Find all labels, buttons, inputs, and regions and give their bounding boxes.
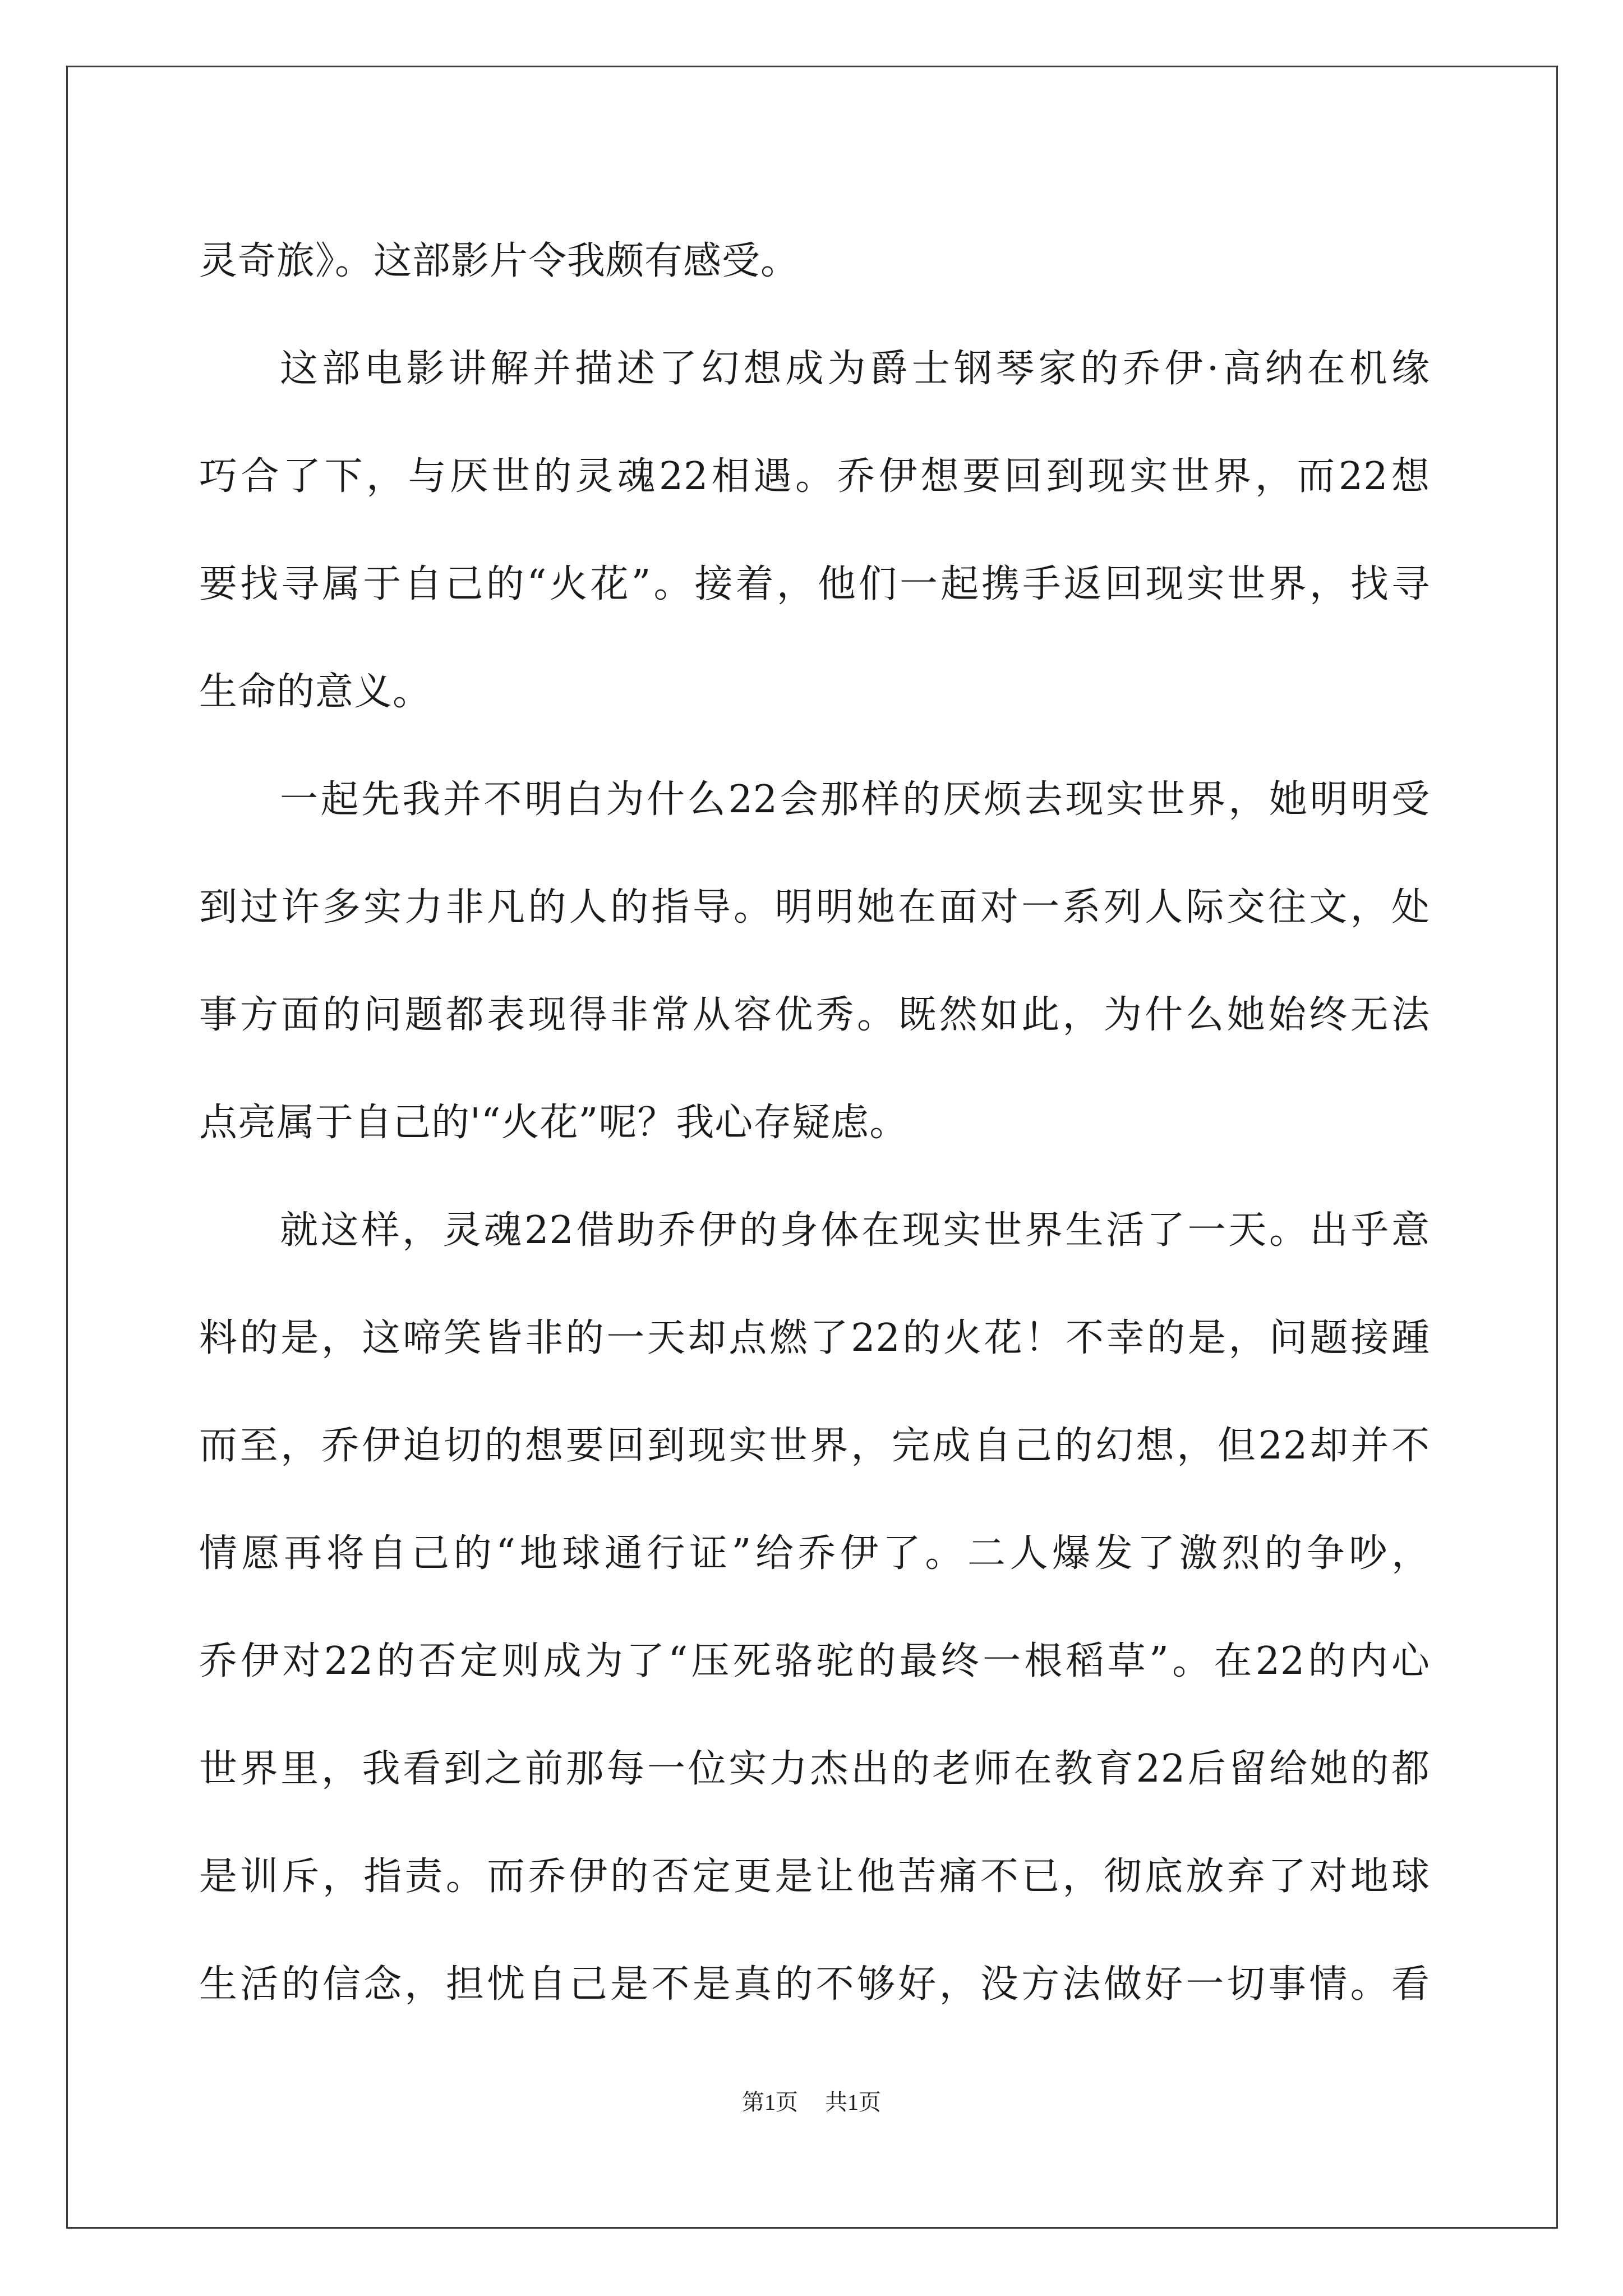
page-number-total: 共1页 [825,2090,881,2115]
text-line: 巧合了下，与厌世的灵魂22相遇。乔伊想要回到现实世界，而22想 [199,454,1430,499]
text-line: 事方面的问题都表现得非常从容优秀。既然如此，为什么她始终无法 [199,993,1430,1037]
text-line: 而至，乔伊迫切的想要回到现实世界，完成自己的幻想，但22却并不 [199,1424,1430,1468]
text-line: 生命的意义。 [199,670,432,714]
text-line: 到过许多实力非凡的人的指导。明明她在面对一系列人际交往文，处 [199,885,1430,930]
text-line: 灵奇旅》。这部影片令我颇有感受。 [199,239,800,283]
text-line: 要找寻属于自己的“火花”。接着，他们一起携手返回现实世界，找寻 [199,562,1430,606]
text-line: 料的是，这啼笑皆非的一天却点燃了22的火花！不幸的是，问题接踵 [199,1316,1430,1360]
text-line: 乔伊对22的否定则成为了“压死骆驼的最终一根稻草”。在22的内心 [199,1639,1430,1683]
text-line: 点亮属于自己的'“火花”呢？我心存疑虑。 [199,1101,909,1145]
page-number-current: 第1页 [742,2090,798,2115]
paragraph-start-line: 一起先我并不明白为什么22会那样的厌烦去现实世界，她明明受 [280,777,1430,822]
paragraph-start-line: 就这样，灵魂22借助乔伊的身体在现实世界生活了一天。出乎意 [280,1208,1430,1253]
document-body [199,208,1430,2039]
text-line: 是训斥，指责。而乔伊的否定更是让他苦痛不已，彻底放弃了对地球 [199,1855,1430,1899]
text-line: 情愿再将自己的“地球通行证”给乔伊了。二人爆发了激烈的争吵， [199,1531,1430,1576]
text-line: 生活的信念，担忧自己是不是真的不够好，没方法做好一切事情。看 [199,1962,1430,2007]
text-line: 世界里，我看到之前那每一位实力杰出的老师在教育22后留给她的都 [199,1747,1430,1791]
paragraph-start-line: 这部电影讲解并描述了幻想成为爵士钢琴家的乔伊·高纳在机缘 [280,347,1430,391]
page-footer [0,2086,1623,2119]
